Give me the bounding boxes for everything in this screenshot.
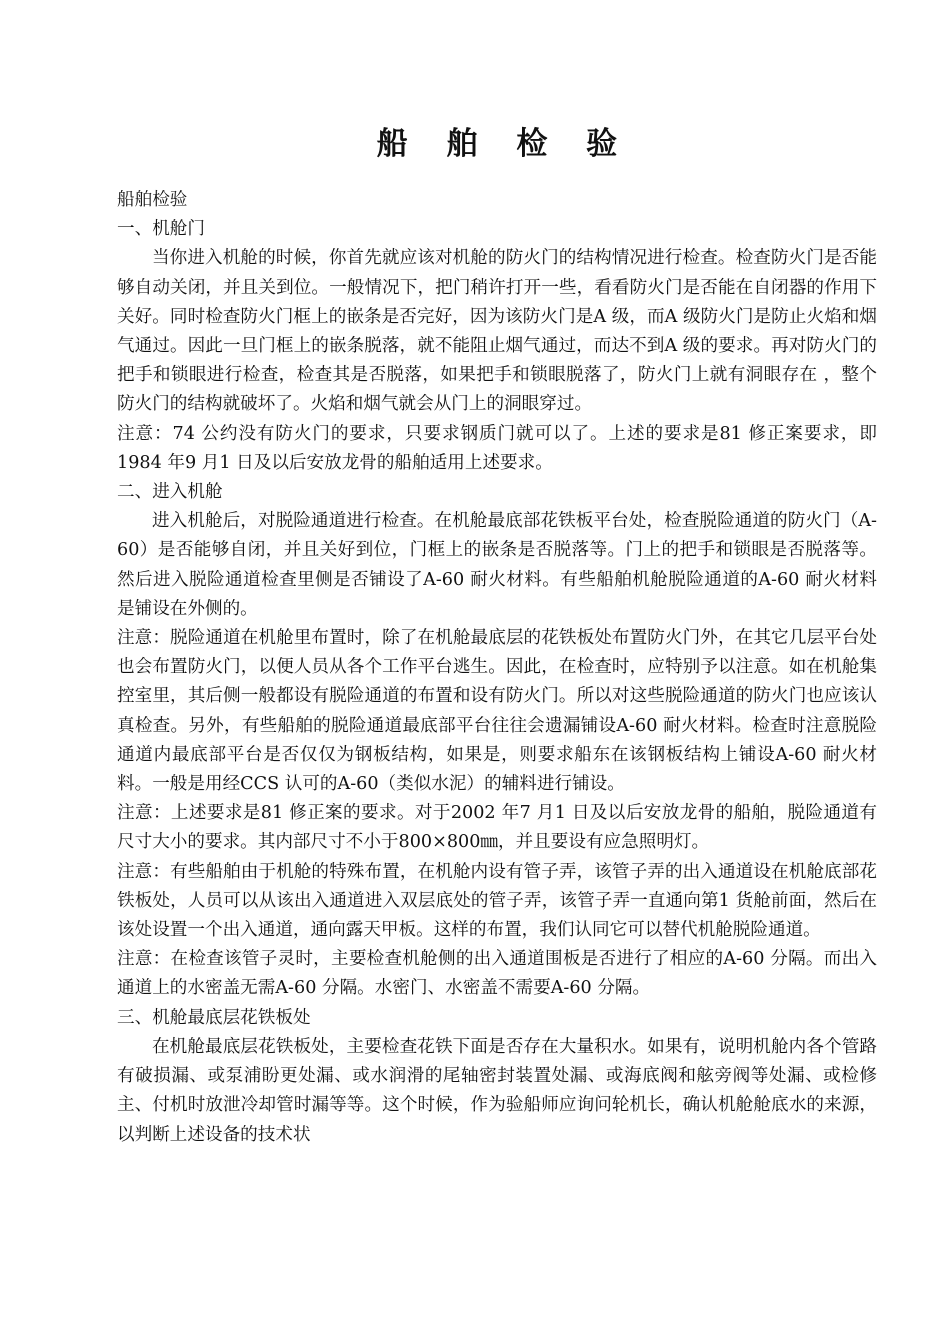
document-subtitle: 船舶检验 <box>117 190 188 210</box>
page-title: 船 舶 检 验 <box>376 126 632 162</box>
note-paragraph: 注意：在检查该管子灵时，主要检查机舱侧的出入通道围板是否进行了相应的A-60 分隔。而出入通道上的水密盖无需A-60 分隔。水密门、水密盖不需要A-60 分隔。 <box>117 949 877 999</box>
paragraph-escape-route: 进入机舱后，对脱险通道进行检查。在机舱最底部花铁板平台处，检查脱险通道的防火门（A-60）是否能够自闭，并且关好到位，门框上的嵌条是否脱落等。门上的把手和锁眼是否脱落等。然后进入脱险通道检查里侧是否铺设了A-60 耐火材料。有些船舶机舱脱险通道的A-60 耐火材料是铺设在外侧的。 <box>117 511 877 619</box>
section-heading-2: 二、进入机舱 <box>117 482 223 503</box>
paragraph-bottom-floor: 在机舱最底层花铁板处，主要检查花铁下面是否存在大量积水。如果有，说明机舱内各个管路有破损漏、或泵浦盼更处漏、或水润滑的尾轴密封装置处漏、或海底阀和舷旁阀等处漏、或检修主、付机时放泄冷却管时漏等等。这个时候，作为验船师应询问轮机长，确认机舱舱底水的来源，以判断上述设备的技术状 <box>117 1036 877 1145</box>
section-heading-1: 一、机舱门 <box>117 219 205 240</box>
note-paragraph: 注意：脱险通道在机舱里布置时，除了在机舱最底层的花铁板处布置防火门外，在其它几层平台处也会布置防火门，以便人员从各个工作平台逃生。因此，在检查时，应特别予以注意。如在机舱集控室里，其后侧一般都设有脱险通道的布置和设有防火门。所以对这些脱险通道的防火门也应该认真检查。另外，有些船舶的脱险通道最底部平台往往会遗漏铺设A-60 耐火材料。检查时注意脱险通道内最底部平台是否仅仅为钢板结构，如果是，则要求船东在该钢板结构上铺设A-60 耐火材料。一般是用经CCS 认可的A-60（类似水泥）的辅料进行铺设。 <box>117 628 877 795</box>
note-paragraph: 注意：上述要求是81 修正案的要求。对于2002 年7 月1 日及以后安放龙骨的船舶，脱险通道有尺寸大小的要求。其内部尺寸不小于800×800㎜，并且要设有应急照明灯。 <box>117 803 877 853</box>
document-page <box>117 118 877 1150</box>
section-heading-3: 三、机舱最底层花铁板处 <box>117 1007 311 1028</box>
note-paragraph: 注意：74 公约没有防火门的要求，只要求钢质门就可以了。上述的要求是81 修正案要求，即1984 年9 月1 日及以后安放龙骨的船舶适用上述要求。 <box>117 423 877 473</box>
note-paragraph: 注意：有些船舶由于机舱的特殊布置，在机舱内设有管子弄，该管子弄的出入通道设在机舱底部花铁板处，人员可以从该出入通道进入双层底处的管子弄，该管子弄一直通向第1 货舱前面，然后在该处设置一个出入通道，通向露天甲板。这样的布置，我们认同它可以替代机舱脱险通道。 <box>117 861 877 941</box>
paragraph-engine-room-door: 当你进入机舱的时候，你首先就应该对机舱的防火门的结构情况进行检查。检查防火门是否能够自动关闭，并且关到位。一般情况下，把门稍许打开一些，看看防火门是否能在自闭器的作用下关好。同时检查防火门框上的嵌条是否完好，因为该防火门是A 级，而A 级防火门是防止火焰和烟气通过。因此一旦门框上的嵌条脱落，就不能阻止烟气通过，而达不到A 级的要求。再对防火门的把手和锁眼进行检查，检查其是否脱落，如果把手和锁眼脱落了，防火门上就有洞眼存在 ，整个防火门的结构就破坏了。火焰和烟气就会从门上的洞眼穿过。 <box>117 248 877 415</box>
